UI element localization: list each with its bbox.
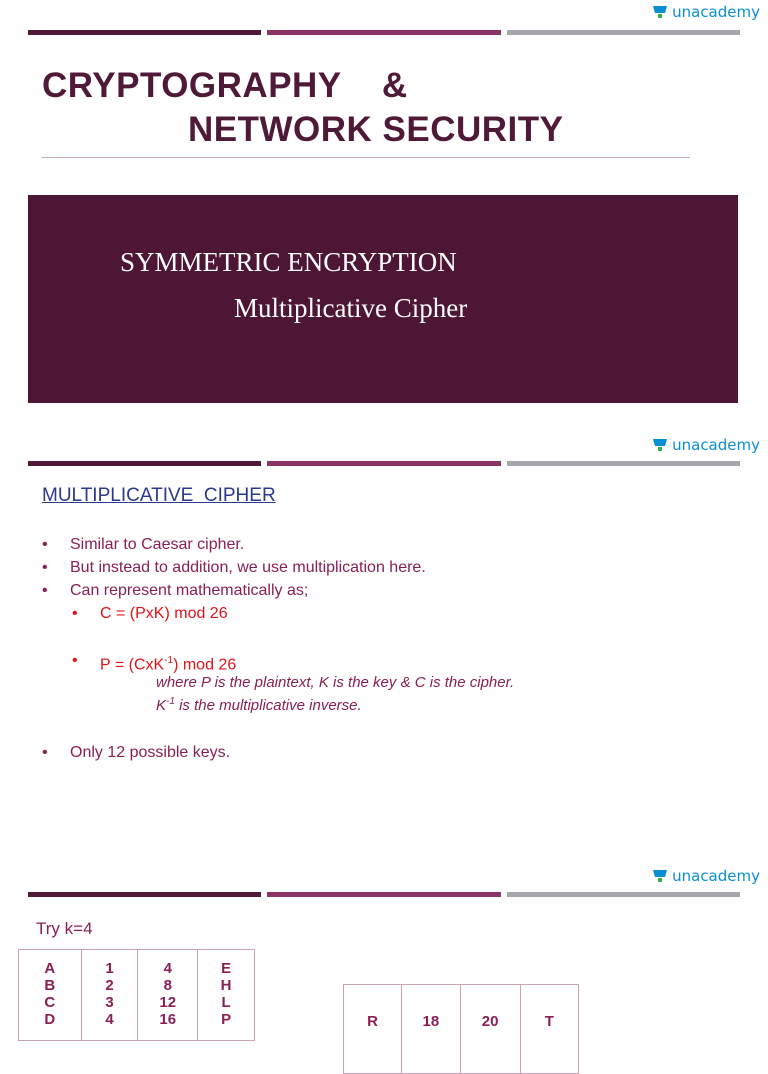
section-heading: MULTIPLICATIVE CIPHER	[42, 485, 276, 506]
bullet-list	[42, 533, 426, 602]
formula-list	[72, 649, 236, 676]
title-line-1: CRYPTOGRAPHY &	[42, 66, 408, 105]
formula-note-1: where P is the plaintext, K is the key & C is the cipher.	[156, 674, 515, 691]
unacademy-logo	[652, 3, 760, 21]
brand-text: unacademy	[672, 867, 760, 885]
formula-note-2: $K^{-1}$ is the multiplicative inverse.	[156, 696, 362, 714]
subtitle-panel	[28, 195, 738, 403]
try-key-label: Try k=4	[36, 919, 93, 938]
letters-column: A B C D	[19, 950, 82, 1041]
unacademy-cup-icon	[652, 437, 668, 453]
color-bars	[28, 892, 740, 897]
formula-encrypt: • C = (PxK) mod 26	[72, 602, 228, 625]
subtitle-symmetric: SYMMETRIC ENCRYPTION	[120, 247, 457, 277]
subtitle-multiplicative: Multiplicative Cipher	[234, 293, 468, 323]
title-line-2: NETWORK SECURITY	[188, 110, 564, 149]
bullet-item: • Only 12 possible keys.	[42, 741, 230, 764]
brand-text: unacademy	[672, 436, 760, 454]
slide-title	[0, 0, 768, 420]
bullet-item: • Similar to Caesar cipher.	[42, 533, 426, 556]
title-divider	[42, 157, 690, 158]
unacademy-cup-icon	[652, 868, 668, 884]
brand-text: unacademy	[672, 3, 760, 21]
color-bars	[28, 30, 740, 35]
table-cell: 20	[460, 985, 520, 1074]
mapping-table	[18, 949, 255, 1041]
formula-list	[72, 602, 228, 625]
bullet-item: • But instead to addition, we use multiplication here.	[42, 556, 426, 579]
unacademy-cup-icon	[652, 4, 668, 20]
cipher-letters-column: E H L P	[198, 950, 255, 1041]
formula-decrypt: • P = (CxK$^{-1}$) mod 26	[72, 649, 236, 676]
plain-values-column: 1 2 3 4	[81, 950, 138, 1041]
example-table	[343, 984, 579, 1074]
bullet-item: • Can represent mathematically as;	[42, 579, 426, 602]
product-values-column: 4 8 12 16	[138, 950, 198, 1041]
unacademy-logo	[652, 436, 760, 454]
color-bars	[28, 461, 740, 466]
table-cell: 18	[402, 985, 460, 1074]
table-cell: R	[344, 985, 402, 1074]
unacademy-logo	[652, 867, 760, 885]
bullet-list	[42, 741, 230, 764]
table-cell: T	[520, 985, 578, 1074]
